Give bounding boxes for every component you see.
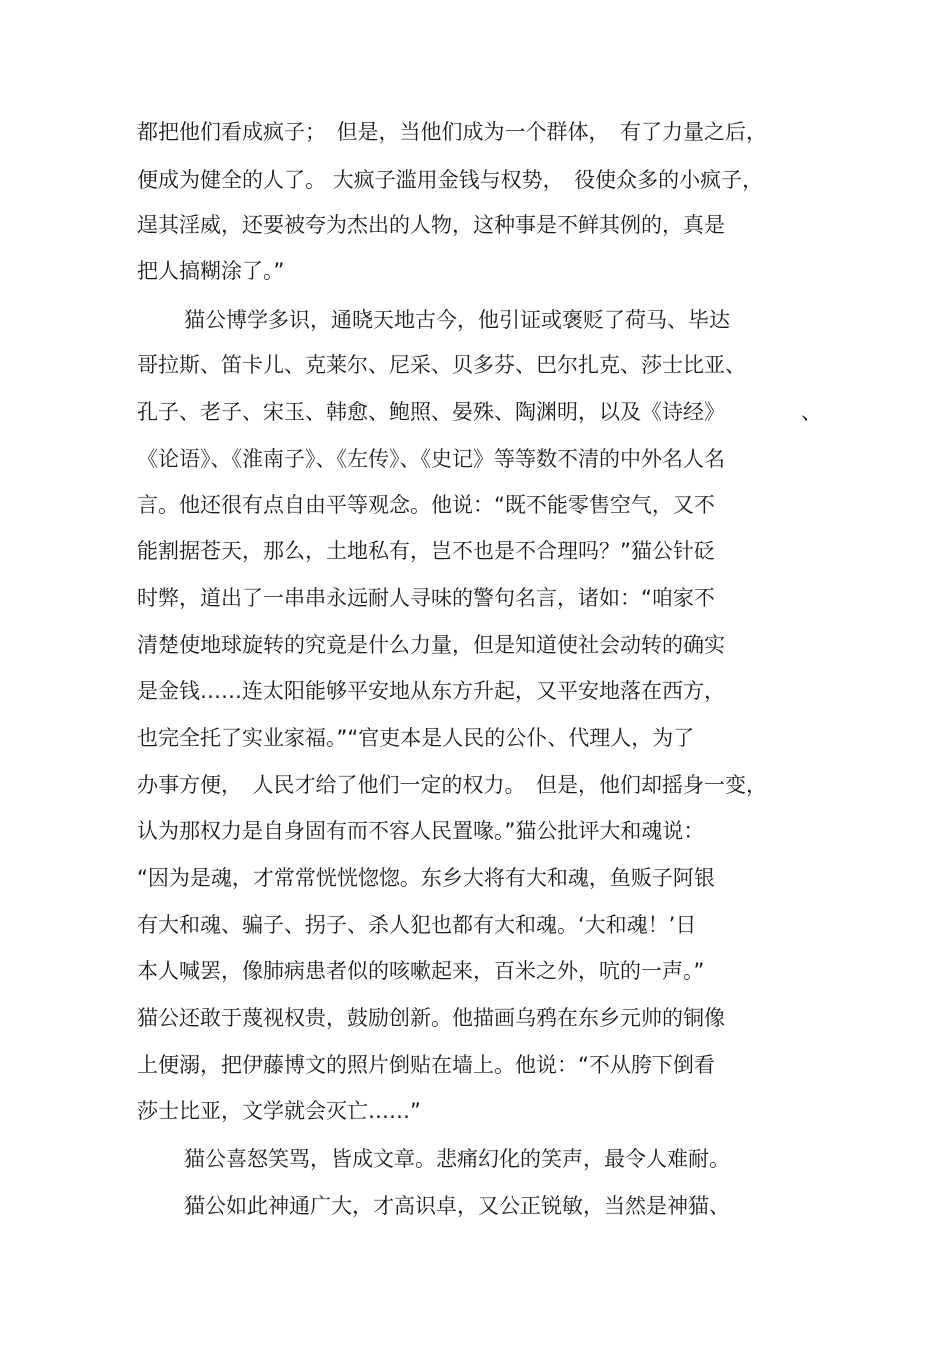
text-line: 孔子、老子、宋玉、韩愈、鲍照、晏殊、陶渊明，以及《诗经》 [137,400,725,424]
text-line: “因为是魂，才常常恍恍惚惚。东乡大将有大和魂，鱼贩子阿银 [137,866,715,890]
text-line: 猫公博学多识，通晓天地古今，他引证或褒贬了荷马、毕达 [184,308,730,332]
text-line: 认为那权力是自身固有而不容人民置喙。”猫公批评大和魂说： [137,819,705,843]
text-line: 把人搞糊涂了。” [137,259,285,283]
text-line: 清楚使地球旋转的究竟是什么力量，但是知道使社会动转的确实 [137,633,725,657]
text-line: 便成为健全的人了。 大疯子滥用金钱与权势， 役使众多的小疯子， [137,168,764,192]
text-line: 上便溺，把伊藤博文的照片倒贴在墙上。他说：“不从胯下倒看 [137,1053,715,1077]
text-line: 猫公如此神通广大，才高识卓，又公正锐敏，当然是神猫、 [184,1194,730,1218]
text-line: 《论语》、《淮南子》、《左传》、《史记》等等数不清的中外名人名 [137,447,725,471]
text-line: 时弊，道出了一串串永远耐人寻味的警句名言，诸如：“咱家不 [137,586,715,610]
text-line: 是金钱……连太阳能够平安地从东方升起，又平安地落在西方， [137,679,725,703]
text-line: 莎士比亚，文学就会灭亡……” [137,1099,421,1123]
text-line: 都把他们看成疯子； 但是，当他们成为一个群体， 有了力量之后， [137,120,767,144]
text-line: 本人喊罢，像肺病患者似的咳嗽起来，百米之外，吭的一声。” [137,959,705,983]
text-line: 也完全托了实业家福。”“官吏本是人民的公仆、代理人，为了 [137,726,695,750]
text-line: 能割据苍天，那么，土地私有，岂不也是不合理吗？”猫公针砭 [137,539,715,563]
text-line: 逞其淫威，还要被夸为杰出的人物，这种事是不鲜其例的，真是 [137,213,725,237]
text-line: 办事方便， 人民才给了他们一定的权力。 但是，他们却摇身一变， [137,773,767,797]
text-line: 猫公喜怒笑骂，皆成文章。悲痛幻化的笑声，最令人难耐。 [184,1147,730,1171]
text-line: 猫公还敢于蔑视权贵，鼓励创新。他描画乌鸦在东乡元帅的铜像 [137,1006,725,1030]
text-line: 有大和魂、骗子、拐子、杀人犯也都有大和魂。‘大和魂！’日 [137,913,697,937]
text-line: 哥拉斯、笛卡儿、克莱尔、尼采、贝多芬、巴尔扎克、莎士比亚、 [137,353,746,377]
stray-punctuation: 、 [801,400,822,424]
text-line: 言。他还很有点自由平等观念。他说：“既不能零售空气，又不 [137,493,715,517]
